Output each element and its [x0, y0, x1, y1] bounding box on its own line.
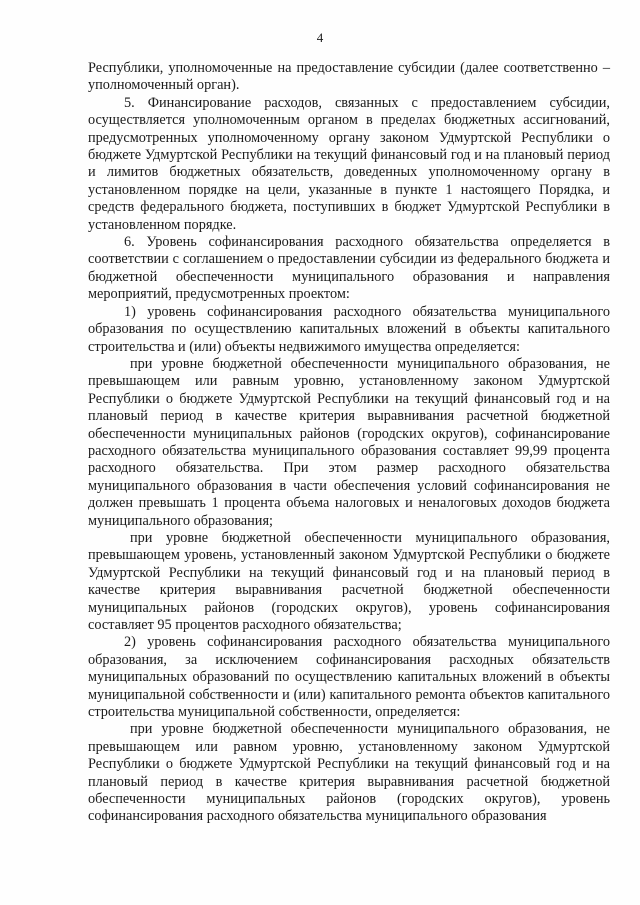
paragraph-5: 5. Финансирование расходов, связанных с предоставлением субсидии, осуществляется уполномоченным органом в пределах бюджетных ассигнований, предусмотренных уполномоченному органу законом Удмуртской Республики о бюджете Удмуртской Республики на текущий финансовый год и на плановый период и лимитов бюджетных обязательств, доведенных уполномоченному органу в установленном порядке на цели, указанные в пункте 1 настоящего Порядка, и средств федерального бюджета, поступивших в бюджет Удмуртской Республики в установленном порядке. — [88, 94, 610, 233]
document-body — [88, 60, 610, 826]
page-number: 4 — [316, 30, 324, 45]
paragraph-6-1-a: при уровне бюджетной обеспеченности муниципального образования, не превышающем или равным уровню, установленному законом Удмуртской Республики о бюджете Удмуртской Республики на текущий финансовый год и на плановый период в качестве критерия выравнивания расчетной бюджетной обеспеченности муниципальных районов (городских округов), софинансирование расходного обязательства муниципального образования составляет 99,99 процента расходного обязательства. При этом размер расходного обязательства муниципального образования в части обеспечения условий софинансирования не должен превышать 1 процента объема налоговых и неналоговых доходов бюджета муниципального образования; — [88, 355, 610, 529]
paragraph-6: 6. Уровень софинансирования расходного обязательства определяется в соответствии с соглашением о предоставлении субсидии из федерального бюджета и бюджетной обеспеченности муниципального образования и направления мероприятий, предусмотренных проектом: — [88, 234, 610, 303]
paragraph-6-1: 1) уровень софинансирования расходного обязательства муниципального образования по осуществлению капитальных вложений в объекты капитального строительства и (или) объекты недвижимого имущества определяется: — [88, 303, 610, 355]
paragraph-6-2-a: при уровне бюджетной обеспеченности муниципального образования, не превышающем или равном уровню, установленному законом Удмуртской Республики о бюджете Удмуртской Республики на текущий финансовый год и на плановый период в качестве критерия выравнивания расчетной бюджетной обеспеченности муниципальных районов (городских округов), уровень софинансирования расходного обязательства муниципального образования — [88, 721, 610, 825]
paragraph-6-1-b: при уровне бюджетной обеспеченности муниципального образования, превышающем уровень, установленный законом Удмуртской Республики о бюджете Удмуртской Республики на текущий финансовый год и на плановый период в качестве критерия выравнивания расчетной бюджетной обеспеченности муниципальных районов (городских округов), уровень софинансирования составляет 95 процентов расходного обязательства; — [88, 529, 610, 633]
paragraph-intro-continuation: Республики, уполномоченные на предоставление субсидии (далее соответственно – уполномоченный орган). — [88, 60, 610, 94]
paragraph-6-2: 2) уровень софинансирования расходного обязательства муниципального образования, за исключением софинансирования расходных обязательств муниципальных образований по осуществлению капитальных вложений в объекты муниципальной собственности и (или) капитального ремонта объектов капитального строительства муниципальной собственности, определяется: — [88, 634, 610, 721]
